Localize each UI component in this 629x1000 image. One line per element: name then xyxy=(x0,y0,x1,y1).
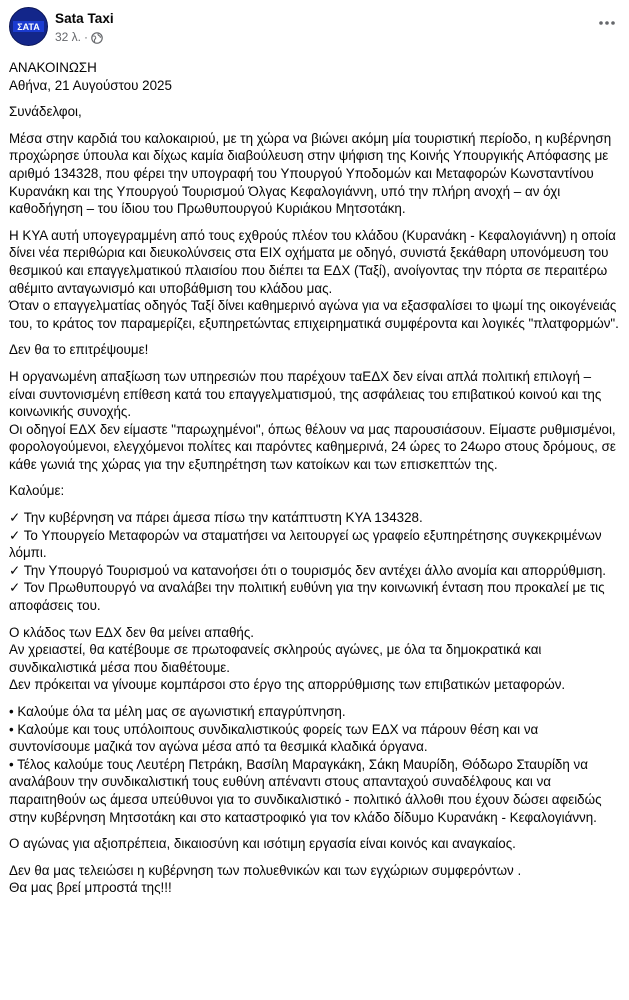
post-paragraph-closing: Δεν θα μας τελειώσει η κυβέρνηση των πολυεθνικών και των εγχώριων συμφερόντων . Θα μας βρεί μπροστά της!!! xyxy=(9,862,522,896)
avatar[interactable] xyxy=(9,7,48,46)
post-time[interactable]: 32 λ. xyxy=(55,30,82,44)
post-paragraph: Ο κλάδος των ΕΔΧ δεν θα μείνει απαθής. Αν χρειαστεί, θα κατέβουμε σε πρωτοφανείς σκληρούς αγώνες, με όλα τα δημοκρατικά και συνδικαλιστικά μέσα που διαθέτουμε. Δεν πρόκειται να γίνουμε κομπάρσοι στο έργο της απορρύθμισης των επιβατικών μεταφορών. xyxy=(9,624,566,693)
post-paragraph: Καλούμε: xyxy=(9,483,65,499)
post-bullet-list: • Καλούμε όλα τα μέλη μας σε αγωνιστική επαγρύπνηση. • Καλούμε και τους υπόλοιπους συνδικαλιστικούς φορείς των ΕΔΧ να πάρουν θέση και να συντονίσουμε μαζικά τον αγώνα μέσα από τα θεσμικά κλαδικά όργανα. • Τέλος καλούμε τους Λευτέρη Πετράκη, Βασίλη Μαραγκάκη, Σάκη Μαυρίδη, Θόδωρο Σταυρίδη να αναλάβουν την συνδικαλιστική τους ευθύνη απέναντι στους απανταχού συναδέλφους και να παραιτηθούν ως άμεσα υπεύθυνοι για το συνδικαλιστικό - πολιτικό άλλοθι που έχουν δώσει αφειδώς στην κυβέρνηση Μητσοτάκη και στο καταστροφικό για τον κλάδο δίδυμο Κυρανάκη - Κεφαλογιάννη. xyxy=(9,704,602,825)
post-body xyxy=(9,59,619,897)
post-meta xyxy=(55,29,103,47)
post-paragraph: Η ΚΥΑ αυτή υπογεγραμμένη από τους εχθρούς πλέον του κλάδου (Κυρανάκη - Κεφαλογιάννη) η οποία δίνει νέα περιθώρια και διευκολύνσεις στα ΕΙΧ οχήματα με οδηγό, συνιστά ξεκάθαρη υπονόμευση του θεσμικού και επαγγελματικού πλαισίου που διέπει τα ΕΔΧ (Ταξί), ανοίγοντας την πόρτα σε περαιτέρω αθέμιτο ανταγωνισμό και υποβάθμιση του κλάδου μας. Όταν ο επαγγελματίας οδηγός Ταξί δίνει καθημερινό αγώνα για να εξασφαλίσει το ψωμί της οικογένειάς του, το κράτος τον παραμερίζει, εξυπηρετώντας επιχειρηματικά συμφέροντα και λογικές "πλατφορμών". xyxy=(9,227,619,331)
meta-separator: · xyxy=(84,30,89,44)
post-paragraph-heading: ΑΝΑΚΟΙΝΩΣΗ Αθήνα, 21 Αυγούστου 2025 xyxy=(9,60,172,93)
post-header xyxy=(9,7,629,47)
svg-text:ΣΑΤΑ: ΣΑΤΑ xyxy=(17,22,40,32)
post-paragraph: Η οργανωμένη απαξίωση των υπηρεσιών που παρέχουν ταΕΔΧ δεν είναι απλά πολιτική επιλογή – είναι συντονισμένη επίθεση κατά του επαγγελματισμού, της ασφάλειας του επιβατικού κοινού και της κοινωνικής συνοχής. Οι οδηγοί ΕΔΧ δεν είμαστε "παρωχημένοι", όπως θέλουν να μας παρουσιάσουν. Είμαστε ρυθμισμένοι, φορολογούμενοι, ελεγχόμενοι πολίτες και παρόντες καθημερινά, 24 ώρες το 24ωρο στους δρόμους, σε κάθε γωνιά της χώρας για την εξυπηρέτηση των κατοίκων και των επισκεπτών της. xyxy=(9,368,616,472)
post-paragraph: Ο αγώνας για αξιοπρέπεια, δικαιοσύνη και ισότιμη εργασία είναι κοινός και αναγκαίος. xyxy=(9,836,516,852)
author-name[interactable]: Sata Taxi xyxy=(55,11,114,26)
post-demands-list: ✓ Την κυβέρνηση να πάρει άμεσα πίσω την κατάπτυστη ΚΥΑ 134328. ✓ Το Υπουργείο Μεταφορών να σταματήσει να λειτουργεί ως γραφείο εξυπηρέτησης συγκεκριμένων λόμπι. ✓ Την Υπουργό Τουρισμού να κατανοήσει ότι ο τουρισμός δεν αντέχει άλλο ανομία και απορρύθμιση. ✓ Τον Πρωθυπουργό να αναλάβει την πολιτική ευθύνη για την κοινωνική ένταση που προκαλεί με τις αποφάσεις του. xyxy=(9,510,607,614)
post-paragraph: Δεν θα το επιτρέψουμε! xyxy=(9,342,149,358)
globe-icon xyxy=(91,32,103,44)
post-paragraph: Μέσα στην καρδιά του καλοκαιριού, με τη χώρα να βιώνει ακόμη μία τουριστική περίοδο, η κυβέρνηση προχώρησε ύπουλα και δίχως καμία διαβούλευση στην ψήφιση της Κοινής Υπουργικής Απόφασης με αριθμό 134328, που φέρει την υπογραφή του Υπουργού Υποδομών και Μεταφορών Κωνσταντίνου Κυρανάκη και της Υπουργού Τουρισμού Όλγας Κεφαλογιάννη, υπό την πλήρη ανοχή – αν όχι καθοδήγηση – του ίδιου του Πρωθυπουργού Κυριάκου Μητσοτάκη. xyxy=(9,130,612,217)
post-paragraph-salutation: Συνάδελφοι, xyxy=(9,104,82,120)
more-options-icon[interactable] xyxy=(595,11,619,35)
